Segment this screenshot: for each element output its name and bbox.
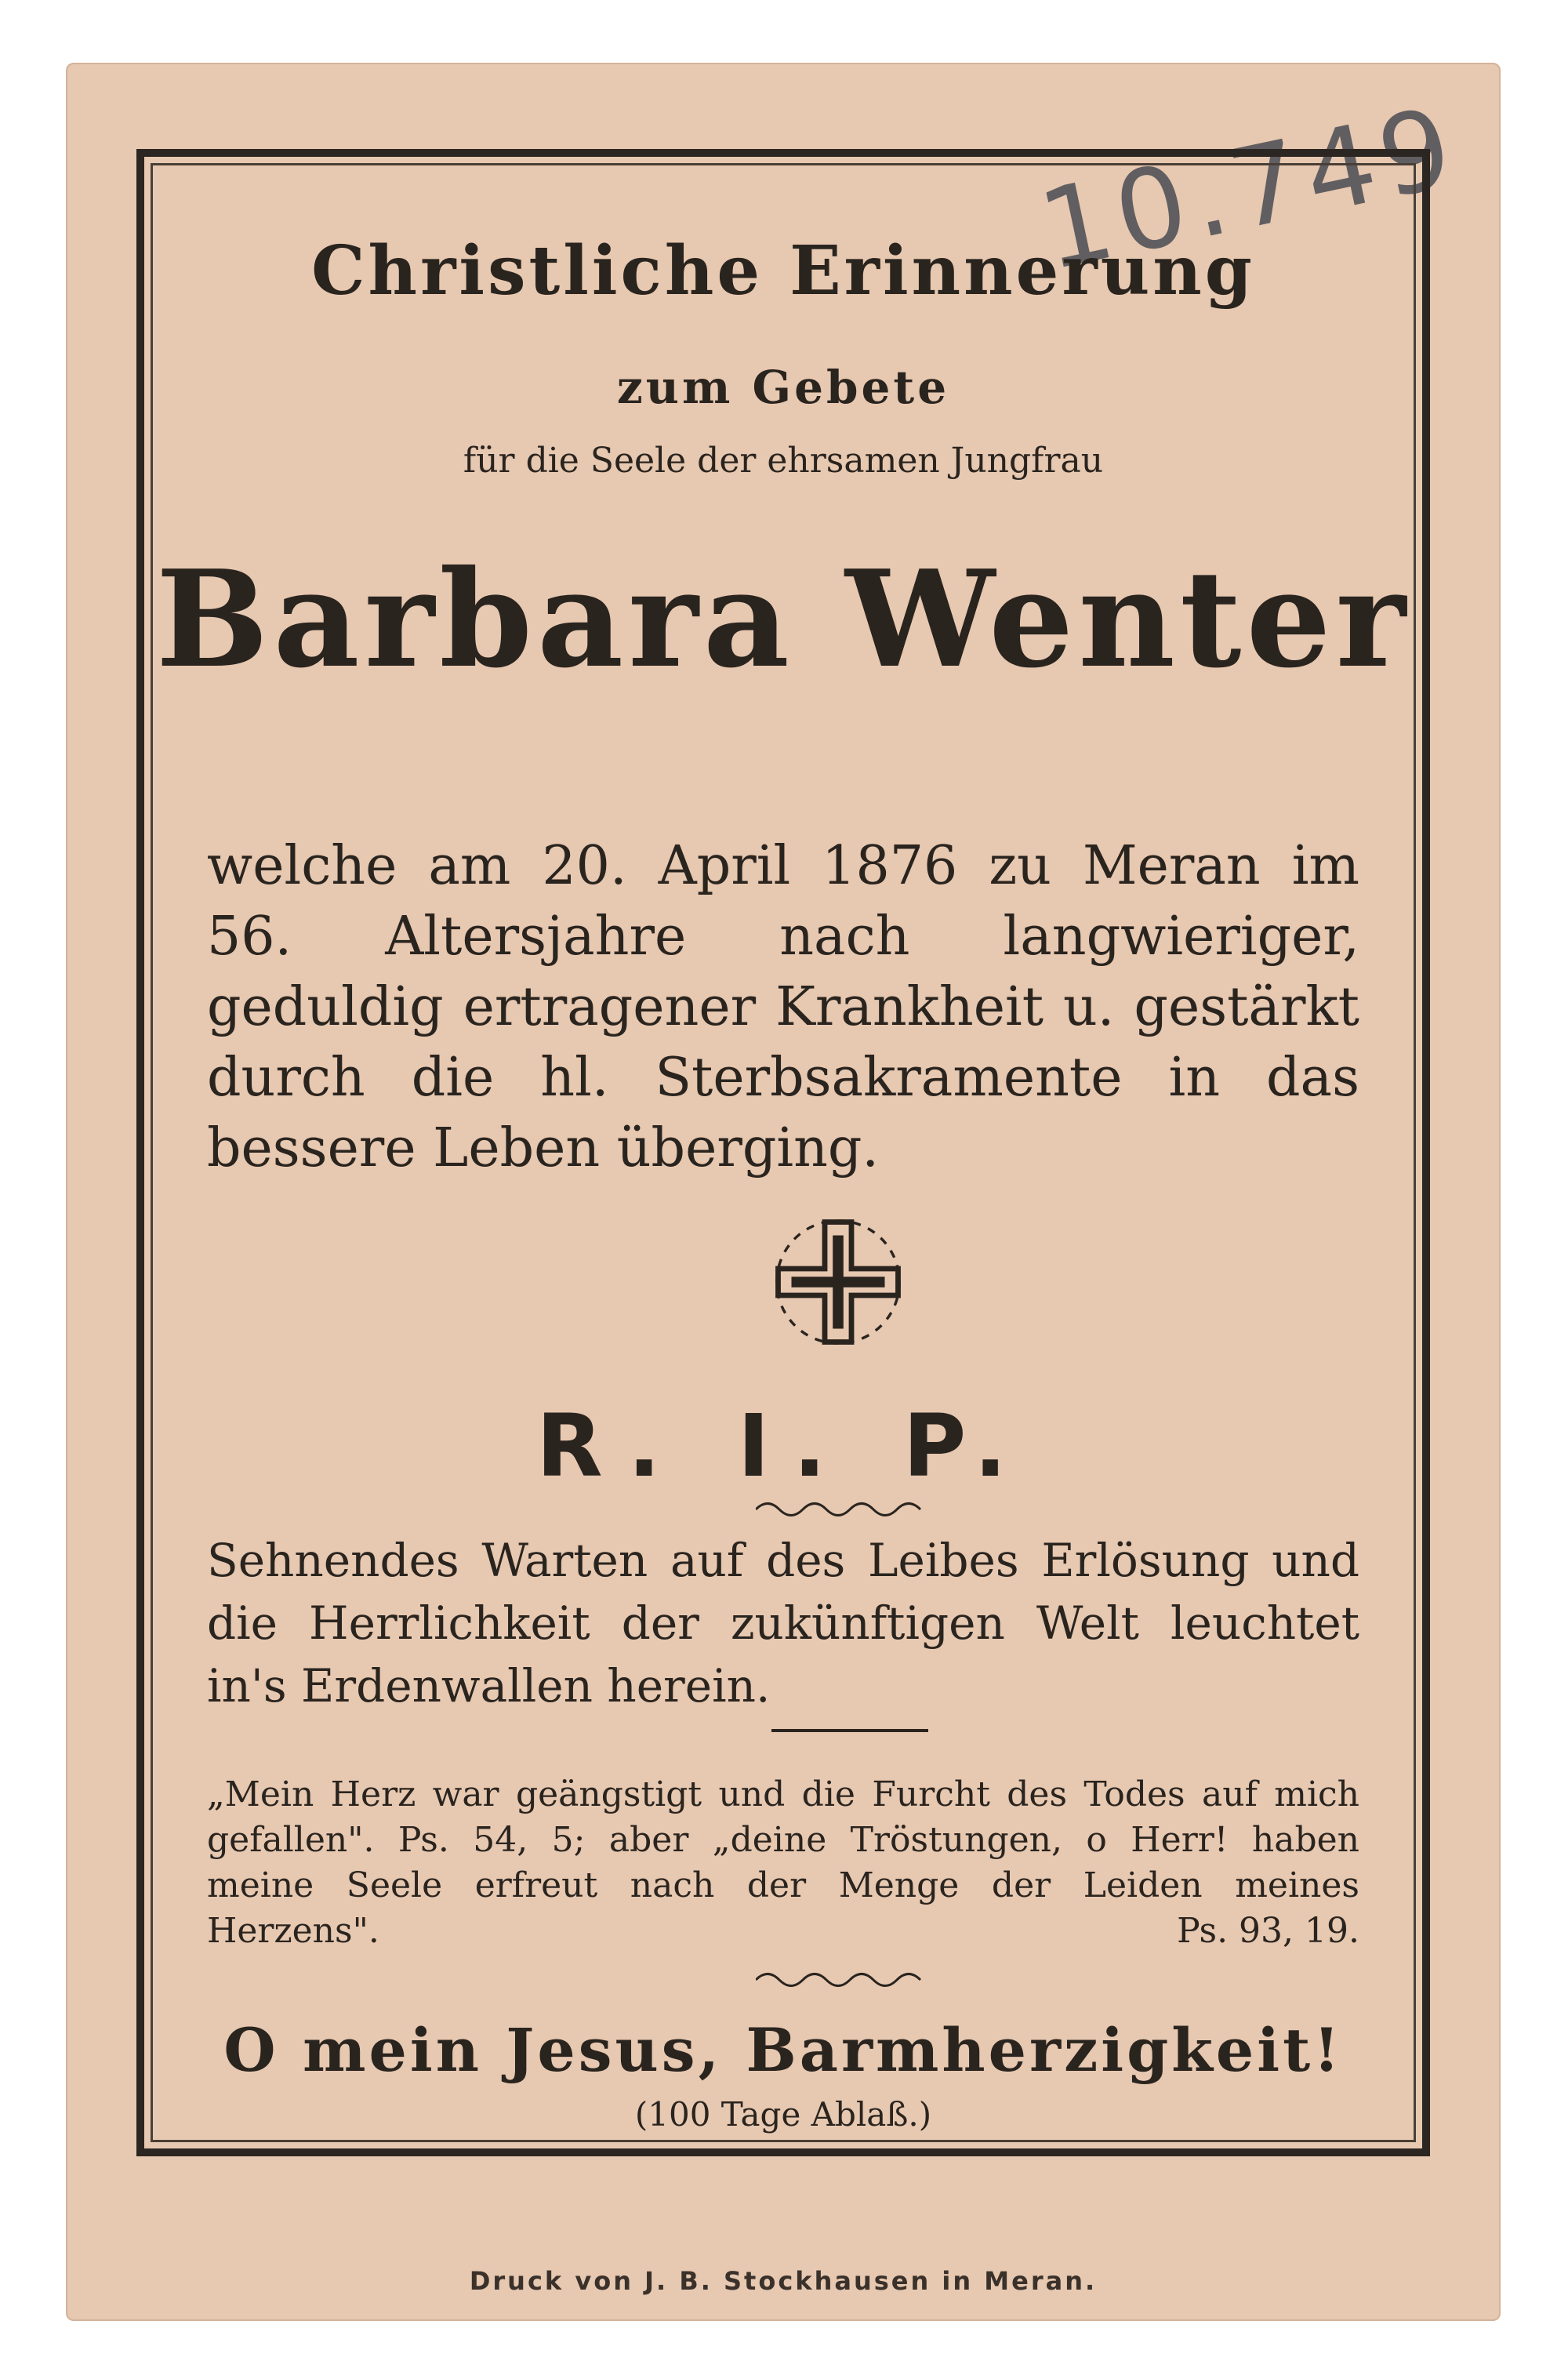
deceased-name: Barbara Wenter (155, 541, 1411, 698)
scripture-reference: Ps. 93, 19. (1177, 1911, 1359, 1951)
scripture-quote: „Mein Herz war geängstigt und die Furcht des Todes auf mich gefallen". Ps. 54, 5; aber „deine Tröstungen, o Herr! haben meine Seele erfreut nach der Menge der Leiden meines Herzens". Ps. 93, 19. (207, 1772, 1359, 1954)
printer-imprint: Druck von J. B. Stockhausen in Meran. (469, 2266, 1098, 2296)
verse-text: Sehnendes Warten auf des Leibes Erlösung und die Herrlichkeit der zukünftigen Welt leuchtet in's Erdenwallen herein. (207, 1534, 1359, 1713)
heading-subtitle: zum Gebete (616, 361, 950, 414)
obituary-text: welche am 20. April 1876 zu Meran im 56. Altersjahre nach langwieriger, geduldig ertragener Krankheit u. gestärkt durch die hl. Sterbsakramente in das bessere Leben überging. (207, 835, 1359, 1179)
handwritten-number: 10.749 (1029, 82, 1468, 296)
prayer-line: O mein Jesus, Barmherzigkeit! (223, 2015, 1343, 2085)
swirl-divider (756, 1498, 928, 1521)
cross-icon (771, 1215, 905, 1349)
divider-line (771, 1729, 928, 1732)
rip-text: R. I. P. (535, 1396, 1031, 1496)
memorial-card (66, 63, 1501, 2321)
indulgence-note: (100 Tage Ablaß.) (634, 2095, 932, 2134)
heading-title: Christliche Erinnerung (311, 231, 1255, 311)
swirl-divider-2 (756, 1968, 928, 1992)
heading-dedication: für die Seele der ehrsamen Jungfrau (463, 441, 1104, 481)
